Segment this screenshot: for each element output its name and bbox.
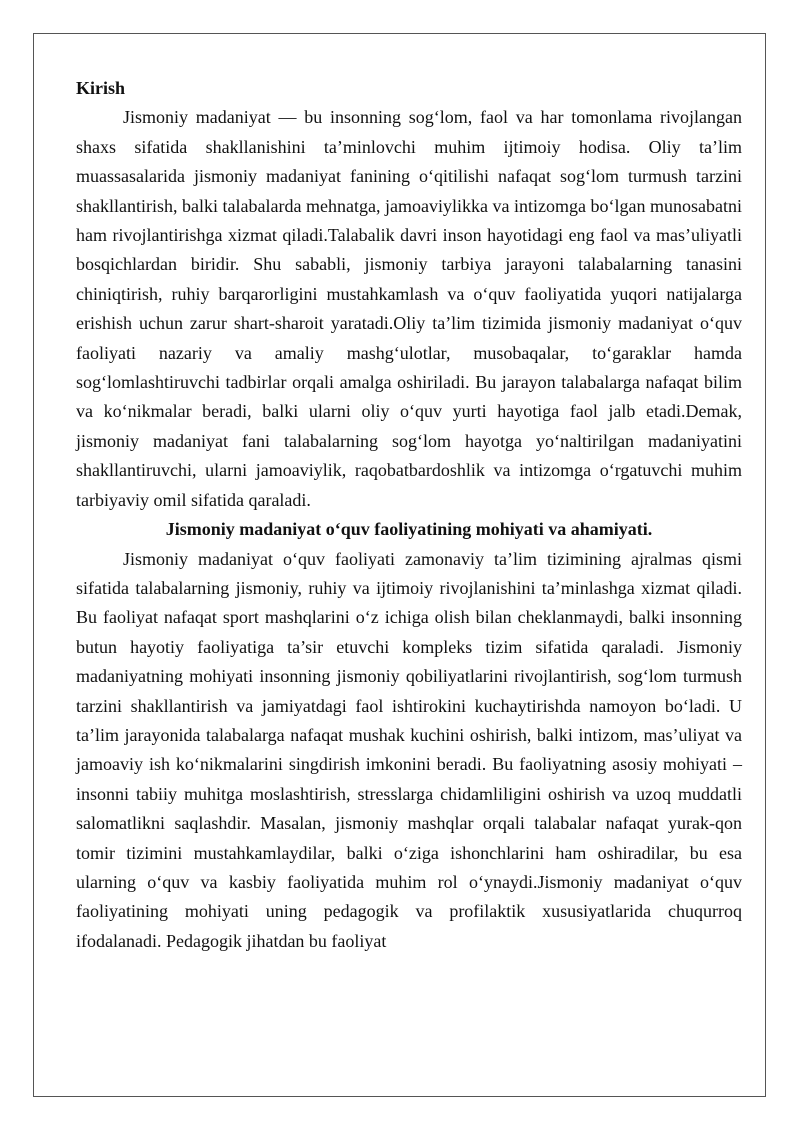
document-heading: Kirish bbox=[76, 78, 126, 98]
section-paragraph: Jismoniy madaniyat o‘quv faoliyati zamonaviy ta’lim tizimining ajralmas qismi sifatida talabalarning jismoniy, ruhiy va ijtimoiy rivojlanishini ta’minlashga xizmat qiladi. Bu faoliyat nafaqat sport mashqlarini o‘z ichiga olish bilan cheklanmaydi, balki insonning butun hayotiy faoliyatiga ta’sir etuvchi kompleks tizim sifatida qaraladi. Jismoniy madaniyatning mohiyati insonning jismoniy qobiliyatlarini rivojlantirish, sog‘lom turmush tarzini shakllantirish va jamiyatdagi faol ishtirokini kuchaytirishda namoyon bo‘ladi. U ta’lim jarayonida talabalarga nafaqat mushak kuchini oshirish, balki intizom, mas’uliyat va jamoaviy ish ko‘nikmalarini singdirish imkonini beradi. Bu faoliyatning asosiy mohiyati – insonni tabiiy muhitga moslashtirish, stresslarga chidamliligini oshirish va uzoq muddatli salomatlikni saqlashdir. Masalan, jismoniy mashqlar orqali talabalar nafaqat yurak-qon tomir tizimini mustahkamlaydilar, balki o‘ziga ishonchlarini ham oshiradilar, bu esa ularning o‘quv va kasbiy faoliyatida muhim rol o‘ynaydi.Jismoniy madaniyat o‘quv faoliyatining mohiyati uning pedagogik va profilaktik xususiyatlarida chuqurroq ifodalanadi. Pedagogik jihatdan bu faoliyat bbox=[76, 548, 742, 951]
document-body bbox=[76, 74, 742, 956]
intro-paragraph: Jismoniy madaniyat — bu insonning sog‘lom, faol va har tomonlama rivojlangan shaxs sifatida shakllanishini ta’minlovchi muhim ijtimoiy hodisa. Oliy ta’lim muassasalarida jismoniy madaniyat fanining o‘qitilishi nafaqat sog‘lom turmush tarzini shakllantirish, balki talabalarda mehnatga, jamoaviylikka va intizomga bo‘lgan munosabatni ham rivojlantirishga xizmat qiladi.Talabalik davri inson hayotidagi eng faol va mas’uliyatli bosqichlardan biridir. Shu sababli, jismoniy tarbiya jarayoni talabalarning tanasini chiniqtirish, ruhiy barqarorligini mustahkamlash va o‘quv faoliyatida yuqori natijalarga erishish uchun zarur shart-sharoit yaratadi.Oliy ta’lim tizimida jismoniy madaniyat o‘quv faoliyati nazariy va amaliy mashg‘ulotlar, musobaqalar, to‘garaklar hamda sog‘lomlashtiruvchi tadbirlar orqali amalga oshiriladi. Bu jarayon talabalarga nafaqat bilim va ko‘nikmalar beradi, balki ularni oliy o‘quv yurti hayotiga faol jalb etadi.Demak, jismoniy madaniyat fani talabalarning sog‘lom hayotga yo‘naltirilgan madaniyatini shakllantiruvchi, ularni jamoaviylik, raqobatbardoshlik va intizomga o‘rgatuvchi muhim tarbiyaviy omil sifatida qaraladi. bbox=[76, 107, 742, 510]
section-title: Jismoniy madaniyat o‘quv faoliyatining mohiyati va ahamiyati. bbox=[165, 519, 653, 540]
